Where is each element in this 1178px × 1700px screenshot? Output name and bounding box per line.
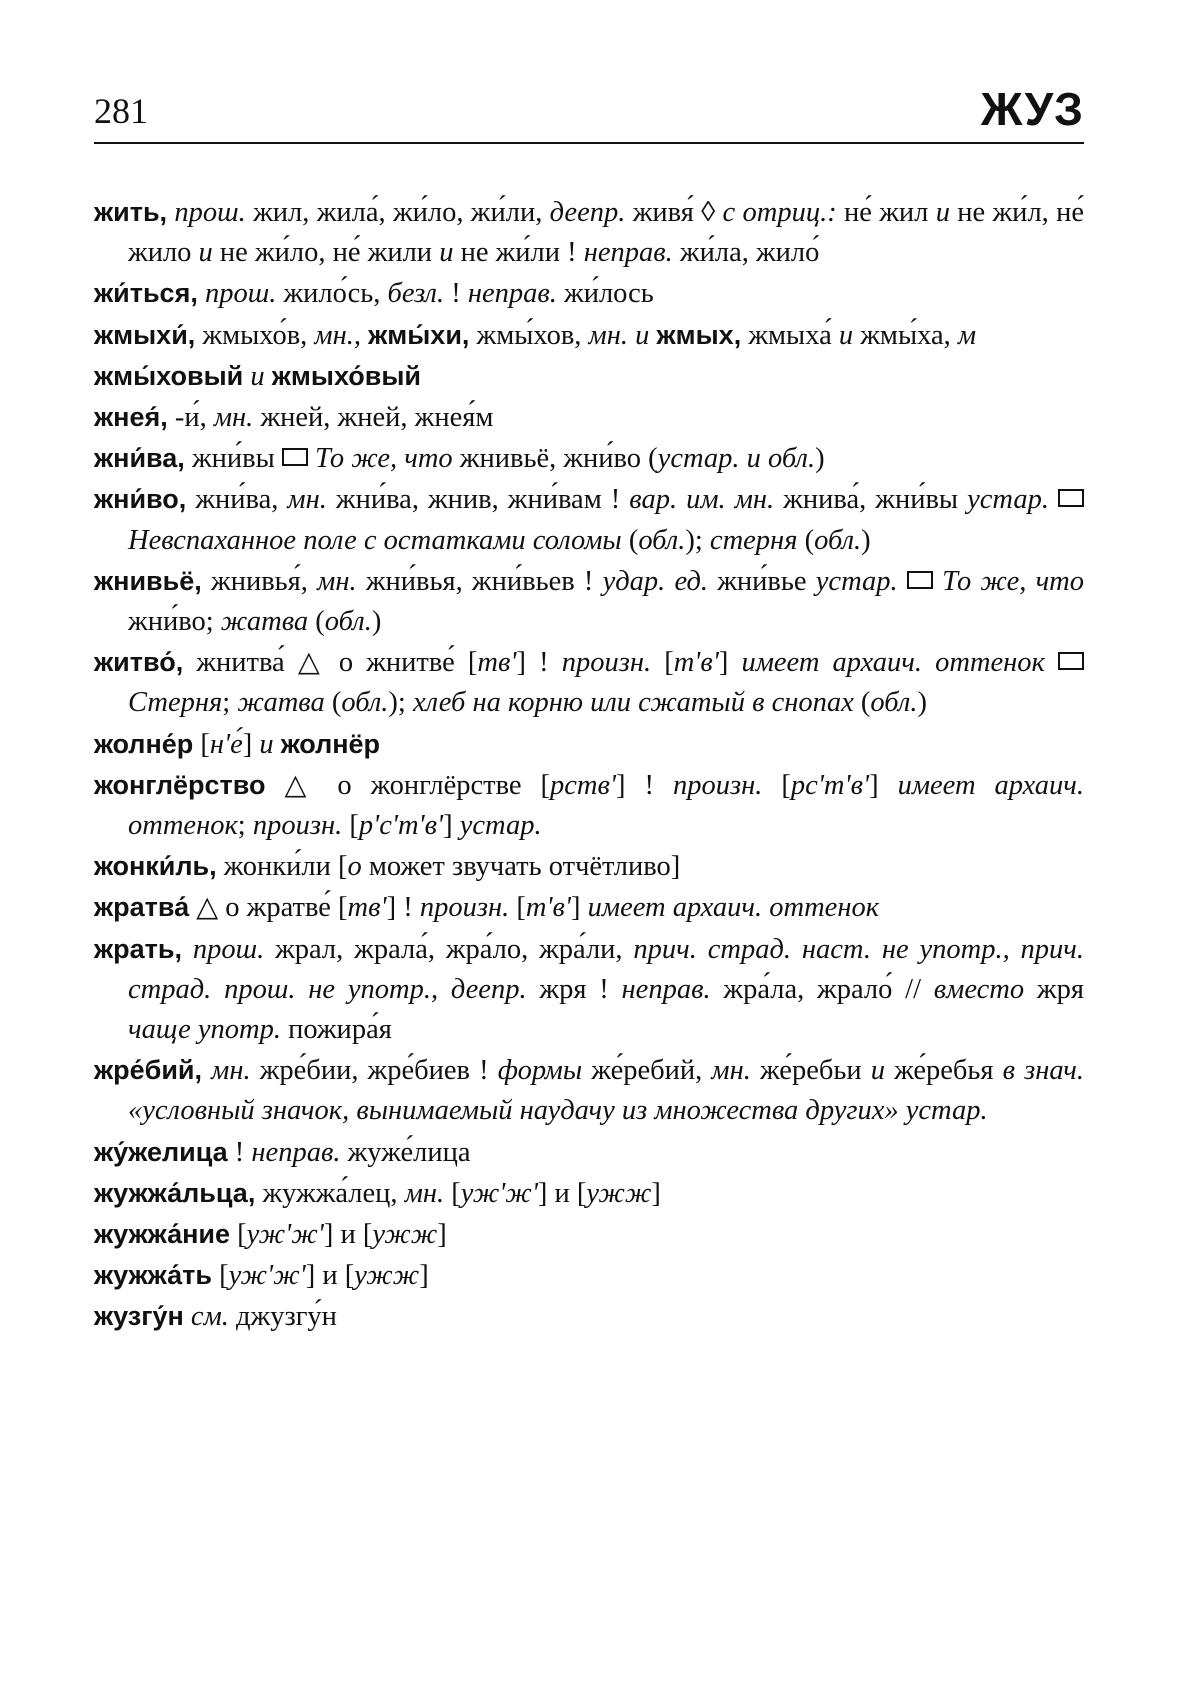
entry-text: ] (419, 1260, 429, 1292)
italic-label: имеет архаич. оттенок (587, 892, 880, 924)
italic-label: неправ. (251, 1136, 341, 1168)
italic-label: рств' (550, 769, 616, 801)
entry-text: жи́лось (556, 278, 654, 310)
entry-text: [ (211, 1260, 229, 1292)
dictionary-entry (94, 479, 1084, 560)
headword: жить, (94, 197, 168, 227)
italic-label: и (259, 728, 274, 760)
entry-text: жнитва́ △ о жнитве́ [ (183, 647, 478, 679)
entry-text: жни́ва, (186, 484, 288, 516)
italic-label: мн. (711, 1055, 751, 1087)
italic-label: устар. (459, 810, 542, 842)
headword: жмы́хи, (368, 319, 470, 350)
italic-label: мн. (213, 402, 254, 434)
italic-label: деепр. (549, 197, 626, 228)
dictionary-entry (94, 765, 1084, 846)
italic-label: Стерня (128, 687, 223, 719)
entry-text: ] (571, 892, 588, 924)
headword: житво́, (94, 647, 184, 678)
entry-text: ] и [ (323, 1219, 373, 1251)
entry-text: ] (437, 1219, 447, 1251)
dictionary-entry (94, 1050, 1084, 1131)
dictionary-entry (94, 356, 1084, 397)
entry-text (933, 566, 942, 597)
italic-label: и (250, 360, 265, 392)
entry-text: жрал, жрала́, жра́ло, жра́ли, (264, 933, 634, 965)
italic-label: произн. (252, 810, 343, 842)
entry-text: не жи́ли ! (453, 237, 584, 269)
running-head: ЖУЗ (980, 83, 1084, 135)
italic-label: прош. (204, 278, 277, 310)
headword: жнивьё, (94, 565, 202, 596)
italic-label: уж'ж' (460, 1177, 538, 1209)
entry-text: же́ребьи (750, 1055, 871, 1087)
italic-label: и (838, 319, 854, 351)
entry-text: живя́ ◊ (625, 197, 723, 228)
entry-text: жил, жила́, жи́ло, жи́ли, (245, 197, 550, 228)
entry-text: ! (444, 278, 468, 310)
italic-label: имеет архаич. оттенок (128, 769, 1084, 842)
italic-label: тв' (477, 647, 517, 679)
entry-text (198, 278, 205, 309)
headword: жмы́ховый (94, 360, 244, 391)
headword: жолнёр (280, 728, 381, 759)
italic-label: прош. (174, 197, 246, 228)
entry-text: ] и [ (305, 1260, 355, 1292)
entry-text: жмыха́ (741, 319, 839, 351)
entry-text: ] и [ (537, 1177, 587, 1209)
entry-text: ( (621, 524, 639, 556)
entry-text: ] (651, 1177, 661, 1209)
italic-label: прош. (192, 933, 265, 965)
italic-label: уж'ж' (246, 1219, 324, 1251)
entry-text: жило́сь, (276, 278, 388, 310)
italic-label: т'в' (525, 892, 572, 924)
entry-text: жи́ла, жило́ (672, 237, 820, 269)
page-header (94, 78, 1084, 144)
entry-text: не́ жил (836, 197, 936, 228)
definition-box-icon (907, 571, 933, 589)
entry-text: [ (762, 769, 791, 801)
entry-text (649, 320, 656, 351)
entry-text (308, 443, 315, 474)
definition-box-icon (1058, 652, 1084, 670)
italic-label: произн. (561, 647, 652, 679)
entry-text: ! (227, 1136, 252, 1168)
italic-label: уж'ж' (228, 1260, 306, 1292)
entry-text: ) (371, 606, 382, 638)
entry-text: же́ребья (884, 1055, 1003, 1087)
italic-label: То же, что (942, 565, 1085, 597)
entry-text: [ (230, 1219, 247, 1251)
italic-label: жатва (237, 687, 325, 719)
italic-label: устар. (815, 565, 898, 597)
entry-text: жре́бии, жре́биев ! (250, 1055, 498, 1087)
italic-label: имеет архаич. оттенок (741, 647, 1045, 679)
dictionary-entry (94, 192, 1084, 273)
entry-text: ] (242, 728, 260, 760)
entry-text: пожира́я (280, 1014, 392, 1046)
entry-text: ); (685, 524, 710, 556)
headword: жужжа́ние (94, 1219, 231, 1250)
dictionary-entry (94, 1255, 1084, 1296)
entry-text (1045, 647, 1058, 678)
headword: жужжа́ть (94, 1260, 212, 1291)
italic-label: м (957, 319, 977, 351)
entry-text: жнива́, жни́вы (774, 484, 968, 516)
headword: жи́ться, (94, 278, 198, 309)
italic-label: прич. страд. наст. не употр., прич. страд. прош. не употр., деепр. (128, 933, 1085, 1005)
headword: жре́бий, (94, 1055, 203, 1086)
entry-text: не жи́ло, не́ жили (212, 237, 440, 269)
entry-text: ); (388, 687, 413, 719)
headword: жузгу́н (94, 1301, 184, 1332)
definition-box-icon (1058, 489, 1084, 507)
italic-label: чаще употр. (128, 1014, 281, 1046)
dictionary-entry (94, 1173, 1084, 1214)
entry-text: ] (718, 647, 742, 679)
entry-text: [ (651, 647, 674, 679)
entry-text: ] (443, 810, 460, 842)
entry-text: [ (509, 892, 526, 924)
entry-text: может звучать отчётливо] (361, 851, 681, 883)
entry-text: жней, жней, жнея́м (253, 402, 494, 434)
entry-text: джузгу́н (228, 1301, 337, 1333)
entry-text: жря ! (526, 973, 622, 1005)
entry-text: △ о жратве́ [ (189, 892, 348, 924)
italic-label: неправ. (621, 973, 711, 1005)
entry-text (202, 1055, 211, 1086)
dictionary-entry (94, 273, 1084, 314)
entry-text: жонки́ли [ (216, 851, 348, 883)
entry-text: же́ребий, (582, 1055, 712, 1087)
headword: жни́ва, (94, 443, 185, 474)
italic-label: рс'т'в' (790, 769, 870, 801)
italic-label: мн. (287, 484, 327, 516)
entry-text: ( (324, 687, 342, 719)
entry-text: ) (815, 443, 825, 475)
headword: жрать, (94, 933, 182, 964)
headword: жнея́, (94, 402, 168, 433)
italic-label: неправ. (467, 278, 557, 310)
dictionary-entry (94, 315, 1084, 356)
headword: жужжа́льца, (94, 1177, 256, 1208)
headword: жни́во, (94, 484, 187, 515)
italic-label: стерня (709, 524, 798, 556)
entry-text: жмыхо́в, (195, 319, 315, 351)
italic-label: т'в' (673, 647, 719, 679)
dictionary-entry (94, 1132, 1084, 1173)
entry-text: жря (1024, 973, 1084, 1005)
italic-label: о (347, 851, 362, 883)
italic-label: и (439, 237, 454, 269)
italic-label: устар. и обл. (657, 443, 816, 475)
italic-label: мн. и (588, 319, 650, 351)
entry-text: -и́, (167, 402, 214, 434)
italic-label: мн. (211, 1055, 251, 1087)
headword: жмых, (656, 319, 742, 350)
entry-text (182, 934, 193, 965)
entry-text: △ о жонглёрстве [ (265, 769, 551, 801)
italic-label: мн. (317, 565, 357, 597)
entry-text (898, 566, 907, 597)
dictionary-entry (94, 561, 1084, 642)
italic-label: хлеб на корню или сжатый в снопах (412, 687, 854, 719)
entry-text: ( (853, 687, 871, 719)
italic-label: с отриц.: (722, 197, 837, 228)
dictionary-entry (94, 397, 1084, 438)
page-number: 281 (94, 91, 148, 131)
entry-text (265, 361, 272, 392)
entry-text: [ (342, 810, 359, 842)
dictionary-entry (94, 929, 1084, 1051)
entry-text: жмы́ха, (853, 319, 958, 351)
dictionary-entries (94, 192, 1084, 1338)
entry-text: ; (237, 810, 253, 842)
dictionary-entry (94, 438, 1084, 479)
entry-text: [ (193, 728, 210, 760)
entry-text (1049, 484, 1058, 515)
entry-text (184, 1301, 191, 1332)
headword: жмыхи́, (94, 319, 196, 350)
italic-label: удар. ед. (602, 565, 708, 597)
entry-text: ( (308, 606, 325, 638)
headword: жу́желица (94, 1136, 228, 1167)
entry-text: жужжа́лец, (255, 1177, 405, 1209)
italic-label: р'с'т'в' (358, 810, 444, 842)
italic-label: формы (497, 1055, 583, 1087)
entry-text: жни́вье (707, 565, 816, 597)
entry-text: ) (917, 687, 927, 719)
entry-text: ) (861, 524, 871, 556)
entry-text: жуже́лица (340, 1136, 471, 1168)
italic-label: неправ. (583, 237, 673, 269)
entry-text: жнивьё, жни́во ( (452, 443, 658, 475)
italic-label: Невспаханное поле с остатками соломы (128, 524, 622, 556)
entry-text: жнивья́, (201, 565, 318, 597)
entry-text: ] (869, 769, 898, 801)
italic-label: произн. (419, 892, 510, 924)
italic-label: тв' (347, 892, 387, 924)
entry-text: ] ! (615, 769, 674, 801)
italic-label: вар. им. мн. (629, 484, 775, 516)
dictionary-entry (94, 724, 1084, 765)
entry-text: ] ! (386, 892, 420, 924)
italic-label: мн., (314, 319, 361, 351)
italic-label: жатва (220, 606, 309, 638)
italic-label: н'е́ (209, 728, 243, 760)
italic-label: и (870, 1055, 885, 1087)
entry-text: [ (444, 1177, 461, 1209)
entry-text: жни́вы (184, 443, 282, 475)
definition-box-icon (282, 448, 308, 466)
headword: жмыхо́вый (271, 360, 422, 391)
italic-label: произн. (673, 769, 763, 801)
headword: жратва́ (94, 892, 190, 923)
italic-label: обл. (638, 524, 686, 556)
dictionary-entry (94, 846, 1084, 887)
entry-text: жни́ва, жнив, жни́вам ! (326, 484, 630, 516)
dictionary-entry (94, 1296, 1084, 1337)
dictionary-entry (94, 887, 1084, 928)
italic-label: устар. (967, 484, 1049, 516)
italic-label: обл. (814, 524, 862, 556)
entry-text: жра́ла, жрало́ // (710, 973, 934, 1005)
entry-text: ( (797, 524, 815, 556)
italic-label: мн. (404, 1177, 445, 1209)
entry-text: жмы́хов, (469, 319, 589, 351)
italic-label: ужж (372, 1219, 438, 1251)
entry-text: ; (222, 687, 238, 719)
italic-label: безл. (387, 278, 445, 310)
italic-label: вместо (933, 973, 1025, 1005)
entry-text: не жи́л, не́ жило (128, 197, 1084, 269)
italic-label: в знач. «условный значок, вынимаемый наудачу из множества других» устар. (128, 1055, 1084, 1127)
italic-label: обл. (341, 687, 389, 719)
entry-text (274, 729, 281, 760)
italic-label: ужж (354, 1260, 420, 1292)
dictionary-entry (94, 642, 1084, 723)
headword: жолне́р (94, 728, 194, 759)
entry-text: ] ! (516, 647, 562, 679)
italic-label: обл. (324, 606, 372, 638)
italic-label: ужж (586, 1177, 652, 1209)
headword: жонки́ль, (94, 851, 217, 882)
headword: жонглёрство (94, 769, 266, 800)
italic-label: обл. (870, 687, 918, 719)
italic-label: То же, что (315, 443, 453, 475)
dictionary-entry (94, 1214, 1084, 1255)
italic-label: см. (190, 1301, 229, 1333)
entry-text: жни́вья, жни́вьев ! (356, 565, 603, 597)
entry-text: жни́во; (128, 606, 221, 638)
italic-label: и (935, 197, 950, 228)
italic-label: и (198, 237, 213, 269)
